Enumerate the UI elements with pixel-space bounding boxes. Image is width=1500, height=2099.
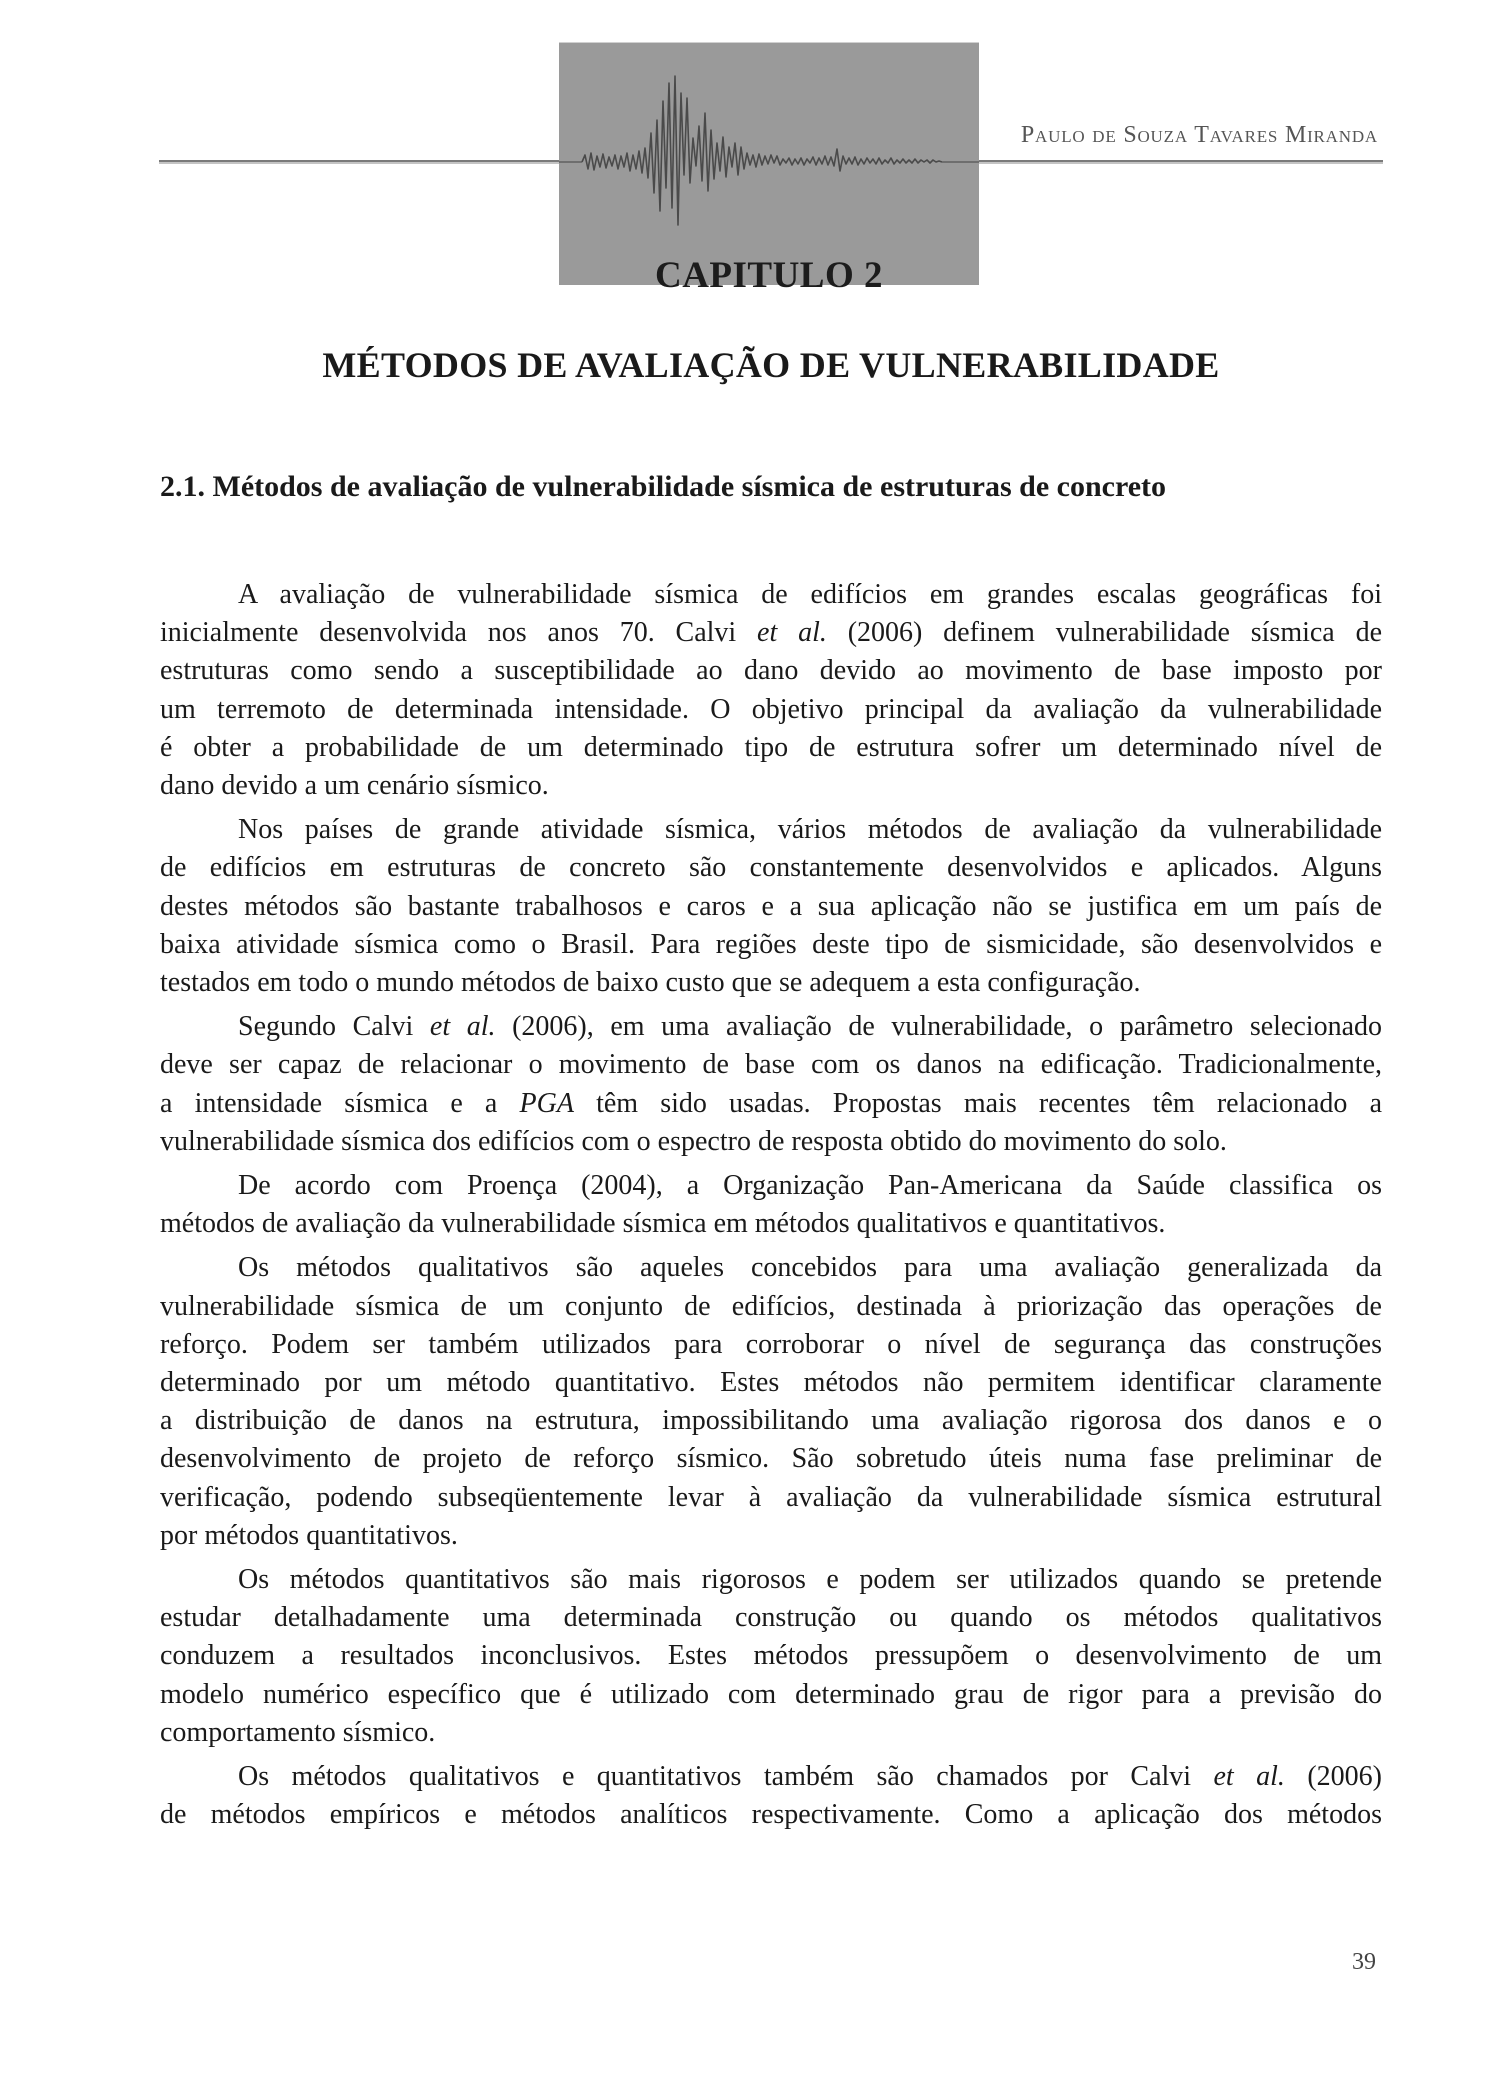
text-line: desenvolvimento de projeto de reforço sísmico. São sobretudo úteis numa fase preliminar de [160, 1443, 1382, 1475]
text-line: vulnerabilidade sísmica de um conjunto de edifícios, destinada à priorização das operações de [160, 1290, 1382, 1322]
text-line: comportamento sísmico. [160, 1716, 436, 1748]
text-line: reforço. Podem ser também utilizados para corroborar o nível de segurança das construções [160, 1328, 1382, 1360]
text-line: Os métodos qualitativos e quantitativos também são chamados por Calvi et al. (2006) [238, 1761, 1382, 1792]
text-line: De acordo com Proença (2004), a Organização Pan-Americana da Saúde classifica os [238, 1170, 1382, 1201]
text-line: um terremoto de determinada intensidade. O objetivo principal da avaliação da vulnerabilidade [160, 693, 1382, 725]
running-header-author: Paulo de Souza Tavares Miranda [1020, 122, 1378, 148]
seismogram-icon [559, 43, 979, 285]
page-number: 39 [1352, 1949, 1376, 1975]
text-line: testados em todo o mundo métodos de baixo custo que se adequem a esta configuração. [160, 967, 1141, 998]
text-line: inicialmente desenvolvida nos anos 70. Calvi et al. (2006) definem vulnerabilidade sísmica de [160, 617, 1382, 649]
text-line: Os métodos quantitativos são mais rigorosos e podem ser utilizados quando se pretende [238, 1564, 1382, 1595]
text-line: deve ser capaz de relacionar o movimento de base com os danos na edificação. Tradicionalmente, [160, 1049, 1382, 1081]
text-line: conduzem a resultados inconclusivos. Estes métodos pressupõem o desenvolvimento de um [160, 1640, 1382, 1672]
text-line: Os métodos qualitativos são aqueles concebidos para uma avaliação generalizada da [238, 1252, 1382, 1284]
text-line: a intensidade sísmica e a PGA têm sido usadas. Propostas mais recentes têm relacionado a [160, 1087, 1383, 1119]
text-line: estudar detalhadamente uma determinada construção ou quando os métodos qualitativos [160, 1602, 1382, 1634]
text-line: Segundo Calvi et al. (2006), em uma avaliação de vulnerabilidade, o parâmetro selecionado [238, 1011, 1382, 1043]
text-line: a distribuição de danos na estrutura, impossibilitando uma avaliação rigorosa dos danos e o [160, 1405, 1382, 1437]
text-line: A avaliação de vulnerabilidade sísmica de edifícios em grandes escalas geográficas foi [238, 579, 1382, 610]
text-line: de edifícios em estruturas de concreto são constantemente desenvolvidos e aplicados. Alguns [160, 852, 1382, 884]
section-heading: 2.1. Métodos de avaliação de vulnerabilidade sísmica de estruturas de concreto [160, 470, 1167, 503]
text-line: modelo numérico específico que é utilizado com determinado grau de rigor para a previsão do [160, 1678, 1382, 1710]
text-line: baixa atividade sísmica como o Brasil. Para regiões deste tipo de sismicidade, são desenvolvidos e [160, 928, 1382, 960]
text-line: Nos países de grande atividade sísmica, vários métodos de avaliação da vulnerabilidade [238, 814, 1382, 846]
text-line: vulnerabilidade sísmica dos edifícios com o espectro de resposta obtido do movimento do solo. [160, 1125, 1227, 1157]
text-line: estruturas como sendo a susceptibilidade ao dano devido ao movimento de base imposto por [160, 655, 1382, 687]
text-line: destes métodos são bastante trabalhosos e caros e a sua aplicação não se justifica em um país de [160, 890, 1382, 922]
text-line: dano devido a um cenário sísmico. [160, 770, 549, 801]
text-line: é obter a probabilidade de um determinado tipo de estrutura sofrer um determinado nível de [160, 731, 1382, 763]
text-line: por métodos quantitativos. [160, 1519, 458, 1551]
chapter-banner [559, 42, 979, 296]
chapter-label: CAPITULO 2 [654, 255, 884, 296]
text-line: métodos de avaliação da vulnerabilidade sísmica em métodos qualitativos e quantitativos. [160, 1208, 1166, 1240]
chapter-title: MÉTODOS DE AVALIAÇÃO DE VULNERABILIDADE [322, 345, 1220, 385]
text-line: determinado por um método quantitativo. Estes métodos não permitem identificar claramente [160, 1367, 1382, 1398]
text-line: de métodos empíricos e métodos analíticos respectivamente. Como a aplicação dos métodos [160, 1799, 1382, 1831]
text-line: verificação, podendo subseqüentemente levar à avaliação da vulnerabilidade sísmica estrutural [160, 1481, 1382, 1513]
